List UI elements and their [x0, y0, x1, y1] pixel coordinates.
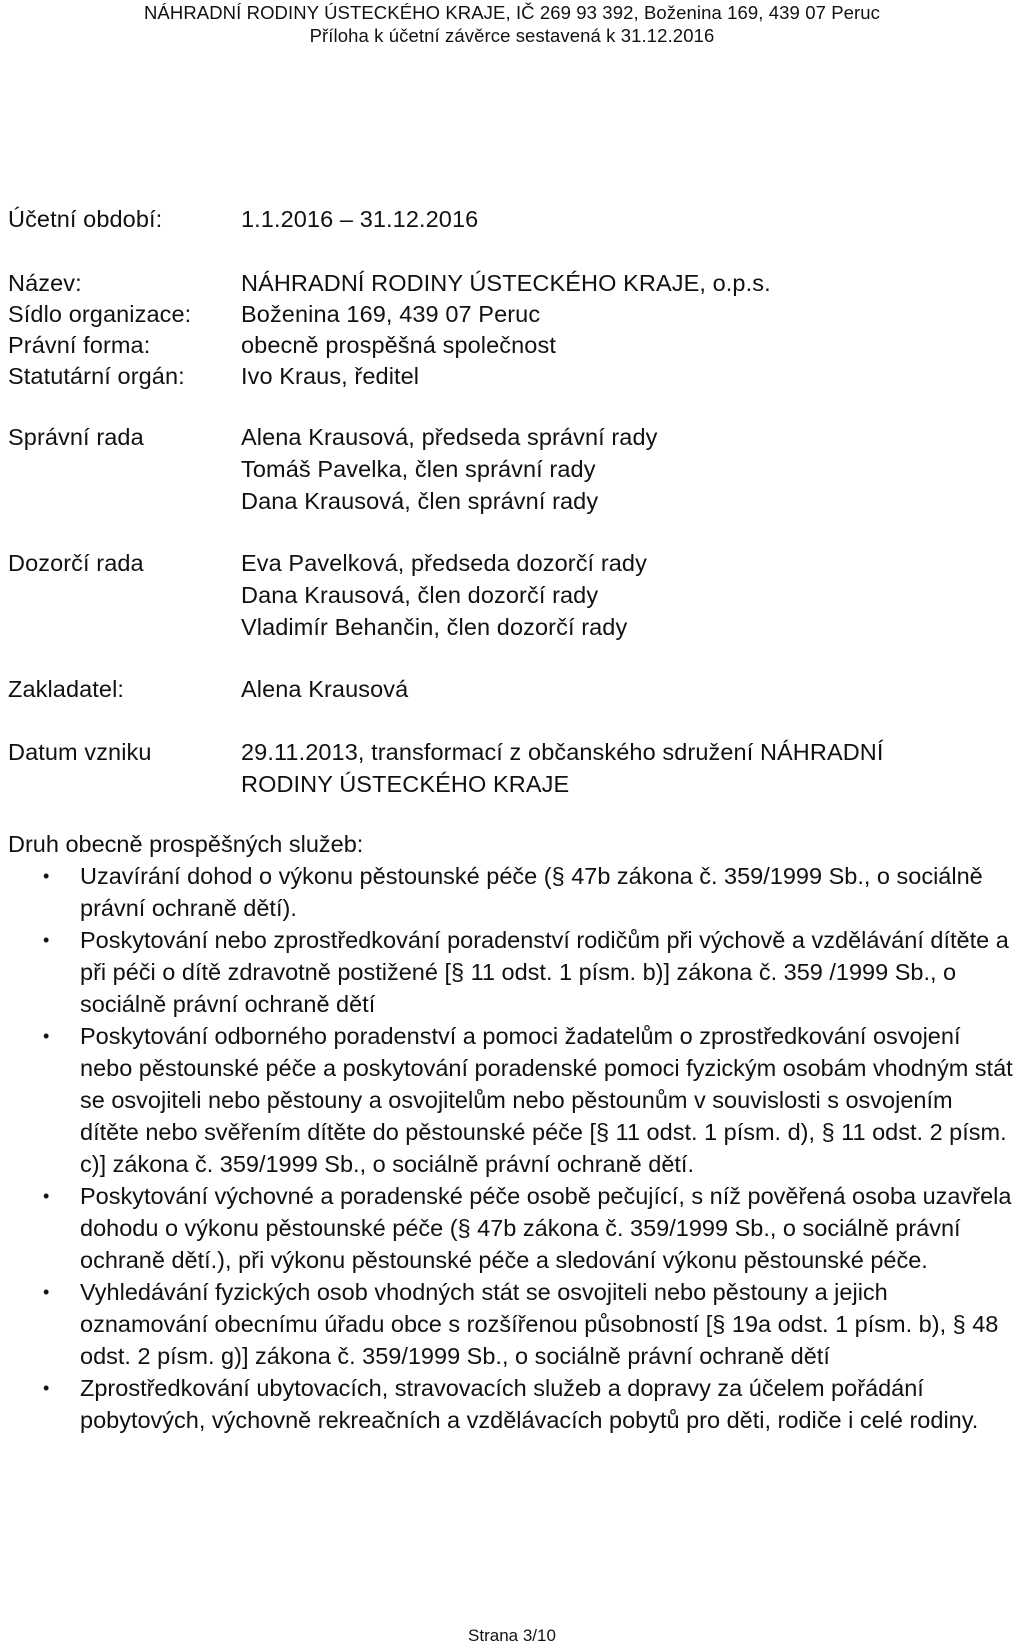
- service-text: Uzavírání dohod o výkonu pěstounské péče (§ 47b zákona č. 359/1999 Sb., o sociálně právní ochraně dětí).: [80, 863, 983, 921]
- bullet-icon: •: [43, 866, 50, 886]
- bullet-icon: •: [43, 1186, 50, 1206]
- service-item: [8, 1020, 1018, 1180]
- service-text: Zprostředkování ubytovacích, stravovacích služeb a dopravy za účelem pořádání pobytových, výchovně rekreačních a vzdělávacích pobytů pro děti, rodiče i celé rodiny.: [80, 1375, 979, 1433]
- service-text: Vyhledávání fyzických osob vhodných stát se osvojiteli nebo pěstouny a jejich oznamování obecnímu úřadu obce s rozšířenou působností [§ 19a odst. 1 písm. b), § 48 odst. 2 písm. g)] zákona č. 359/1999 Sb., o sociálně právní ochraně dětí: [80, 1279, 999, 1369]
- form-label: Právní forma:: [8, 332, 151, 358]
- services-list: [8, 860, 1018, 1436]
- statutory-label: Statutární orgán:: [8, 363, 185, 389]
- board-label: Správní rada: [8, 424, 144, 450]
- statutory-value: Ivo Kraus, ředitel: [241, 363, 420, 389]
- board-member: Tomáš Pavelka, člen správní rady: [241, 456, 596, 482]
- name-value: NÁHRADNÍ RODINY ÚSTECKÉHO KRAJE, o.p.s.: [241, 270, 771, 296]
- supervisory-member: Eva Pavelková, předseda dozorčí rady: [241, 550, 647, 576]
- services-heading: Druh obecně prospěšných služeb:: [8, 831, 364, 857]
- supervisory-members: [241, 547, 647, 643]
- form-value: obecně prospěšná společnost: [241, 332, 556, 358]
- seat-label: Sídlo organizace:: [8, 301, 192, 327]
- founder-label: Zakladatel:: [8, 676, 125, 702]
- seat-value: Boženina 169, 439 07 Peruc: [241, 301, 541, 327]
- period-value: 1.1.2016 – 31.12.2016: [241, 206, 479, 232]
- service-item: [8, 1180, 1018, 1276]
- supervisory-member: Vladimír Behančin, člen dozorčí rady: [241, 614, 628, 640]
- bullet-icon: •: [43, 1378, 50, 1398]
- supervisory-label: Dozorčí rada: [8, 550, 144, 576]
- bullet-icon: •: [43, 1282, 50, 1302]
- service-item: [8, 1372, 1018, 1436]
- name-label: Název:: [8, 270, 82, 296]
- board-members: [241, 421, 658, 517]
- supervisory-member: Dana Krausová, člen dozorčí rady: [241, 582, 599, 608]
- service-text: Poskytování výchovné a poradenské péče osobě pečující, s níž pověřená osoba uzavřela dohodu o výkonu pěstounské péče (§ 47b zákona č. 359/1999 Sb., o sociálně právní ochraně dětí.), při výkonu pěstounské péče a sledování výkonu pěstounské péče.: [80, 1183, 1012, 1273]
- board-member: Dana Krausová, člen správní rady: [241, 488, 599, 514]
- founded-label: Datum vzniku: [8, 739, 152, 765]
- service-item: [8, 1276, 1018, 1372]
- service-text: Poskytování odborného poradenství a pomoci žadatelům o zprostředkování osvojení nebo pěstounské péče a poskytování poradenské pomoci fyzickým osobám vhodným stát se osvojiteli nebo pěstouny a osvojitelům nebo pěstounům v souvislosti s osvojením dítěte nebo svěřením dítěte do pěstounské péče [§ 11 odst. 1 písm. d), § 11 odst. 2 písm. c)] zákona č. 359/1999 Sb., o sociálně právní ochraně dětí.: [80, 1023, 1013, 1177]
- period-label: Účetní období:: [8, 206, 163, 232]
- bullet-icon: •: [43, 930, 50, 950]
- founder-value: Alena Krausová: [241, 676, 409, 702]
- services-section: [8, 828, 1018, 1436]
- header-attachment-line: Příloha k účetní závěrce sestavená k 31.12.2016: [309, 25, 715, 46]
- board-member: Alena Krausová, předseda správní rady: [241, 424, 658, 450]
- founded-value: [241, 736, 884, 800]
- page-number: Strana 3/10: [468, 1626, 556, 1645]
- founded-value-line: 29.11.2013, transformací z občanského sdružení NÁHRADNÍ: [241, 739, 884, 765]
- founded-value-line: RODINY ÚSTECKÉHO KRAJE: [241, 771, 570, 797]
- service-item: [8, 924, 1018, 1020]
- service-item: [8, 860, 1018, 924]
- bullet-icon: •: [43, 1026, 50, 1046]
- service-text: Poskytování nebo zprostředkování poradenství rodičům při výchově a vzdělávání dítěte a při péči o dítě zdravotně postižené [§ 11 odst. 1 písm. b)] zákona č. 359 /1999 Sb., o sociálně právní ochraně dětí: [80, 927, 1009, 1017]
- header-organization-line: NÁHRADNÍ RODINY ÚSTECKÉHO KRAJE, IČ 269 93 392, Boženina 169, 439 07 Peruc: [143, 2, 881, 23]
